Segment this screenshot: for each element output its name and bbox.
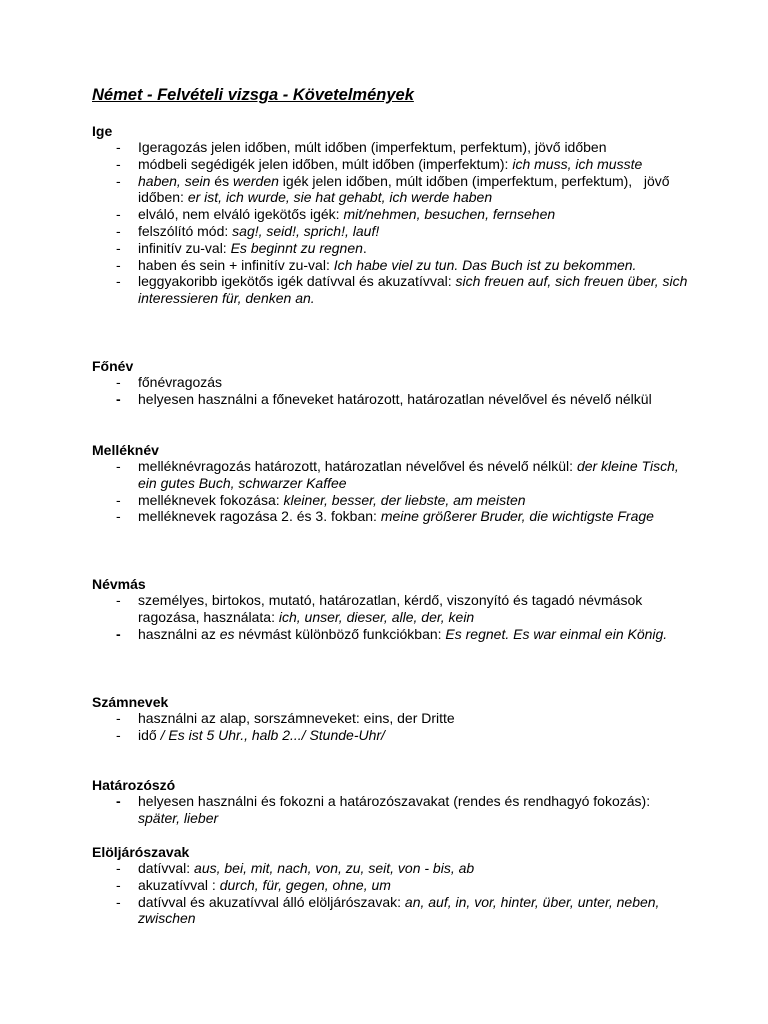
item-example: Es regnet. Es war einmal ein König.: [445, 625, 668, 642]
bullet-dash: -: [116, 374, 121, 390]
list-item: [92, 492, 692, 509]
section-hatarozoszo: [92, 777, 692, 827]
bullet-dash: -: [116, 860, 121, 876]
list-item: [92, 206, 692, 223]
bullet-dash: -: [116, 793, 121, 809]
list-item: [92, 156, 692, 173]
bullet-dash: -: [116, 726, 121, 743]
item-example: mit/nehmen, besuchen, fernsehen: [343, 206, 556, 223]
item-list: [92, 793, 692, 827]
bullet-dash: -: [116, 710, 121, 726]
bullet-dash: -: [116, 491, 121, 508]
item-text: melléknévragozás határozott, határozatlan névelővel és névelő nélkül:: [138, 458, 577, 474]
item-text: használni az: [138, 625, 220, 642]
section-heading: Ige: [92, 123, 113, 139]
item-text: elváló, nem elváló igekötős igék:: [138, 206, 344, 223]
bullet-dash: -: [116, 508, 121, 525]
item-list: [92, 139, 692, 307]
section-melleknev: [92, 442, 692, 525]
item-example: aus, bei, mit, nach, von, zu, seit, von - bis, ab: [194, 860, 475, 876]
list-item: [92, 374, 692, 391]
item-example: später, lieber: [138, 809, 219, 826]
bullet-dash: -: [116, 239, 121, 256]
section-heading: Elöljárószavak: [92, 844, 190, 860]
list-item: [92, 273, 692, 307]
item-example: Es beginnt zu regnen: [230, 239, 363, 256]
list-item: [92, 240, 692, 257]
item-text: infinitív zu-val:: [138, 239, 231, 256]
list-item: [92, 894, 692, 928]
item-list: [92, 710, 692, 744]
item-text: leggyakoribb igekötős igék datívval és akuzatívval:: [138, 273, 456, 290]
bullet-dash: -: [116, 458, 121, 474]
bullet-dash: -: [116, 206, 121, 223]
bullet-dash: -: [116, 625, 121, 642]
bullet-dash: -: [116, 390, 121, 407]
section-heading: Névmás: [92, 576, 146, 592]
item-example: ich, unser, dieser, alle, der, kein: [278, 608, 475, 625]
list-item: [92, 223, 692, 240]
item-text: igék jelen időben, múlt időben (imperfektum, perfektum), jövő időben:: [138, 172, 674, 206]
item-text: melléknevek ragozása 2. és 3. fokban:: [138, 508, 381, 525]
bullet-dash: -: [116, 592, 121, 608]
item-example: der kleine Tisch, ein gutes Buch, schwarzer Kaffee: [138, 458, 679, 491]
item-text: Igeragozás jelen időben, múlt időben (imperfektum, perfektum), jövő időben: [138, 139, 607, 155]
item-list: [92, 374, 692, 408]
section-eloljaroszavak: [92, 844, 692, 927]
list-item: [92, 727, 692, 744]
item-text: főnévragozás: [138, 374, 223, 390]
item-example: meine größerer Bruder, die wichtigste Frage: [380, 508, 654, 525]
list-item: [92, 592, 692, 626]
item-text: helyesen használni a főneveket határozott, határozatlan névelővel és névelő nélkül: [138, 390, 652, 407]
item-text: módbeli segédigék jelen időben, múlt időben (imperfektum):: [138, 155, 513, 172]
document-title: Német - Felvételi vizsga - Követelmények: [92, 86, 414, 104]
item-text: datívval:: [138, 860, 195, 876]
list-item: [92, 860, 692, 877]
bullet-dash: -: [116, 172, 121, 189]
item-text: datívval és akuzatívval álló elöljárószavak:: [138, 893, 405, 910]
item-example: haben, sein: [138, 172, 211, 189]
bullet-dash: -: [116, 139, 121, 155]
item-text: és: [210, 172, 233, 189]
list-item: [92, 508, 692, 525]
section-heading: Határozószó: [92, 777, 176, 793]
item-example: / Es ist 5 Uhr., halb 2.../ Stunde-Uhr/: [160, 726, 385, 743]
item-example: er ist, ich wurde, sie hat gehabt, ich werde haben: [187, 189, 493, 206]
item-list: [92, 860, 692, 927]
item-list: [92, 458, 692, 525]
item-text: idő: [138, 726, 161, 743]
item-text: haben és sein + infinitív zu-val:: [138, 256, 334, 273]
section-nevmas: [92, 576, 692, 642]
bullet-dash: -: [116, 222, 121, 239]
bullet-dash: -: [116, 256, 121, 273]
list-item: [92, 458, 692, 492]
list-item: [92, 139, 692, 156]
item-example: sag!, seid!, sprich!, lauf!: [232, 222, 380, 239]
list-item: [92, 793, 692, 827]
item-example: kleiner, besser, der liebste, am meisten: [283, 491, 526, 508]
bullet-dash: -: [116, 155, 121, 172]
list-item: [92, 710, 692, 727]
item-example: es: [219, 625, 235, 642]
section-szamnevek: [92, 694, 692, 744]
list-item: [92, 257, 692, 274]
item-text: felszólító mód:: [138, 222, 233, 239]
bullet-dash: -: [116, 273, 121, 290]
item-text: .: [362, 239, 367, 256]
item-list: [92, 592, 692, 642]
item-example: an, auf, in, vor, hinter, über, unter, neben, zwischen: [138, 893, 660, 927]
list-item: [92, 626, 692, 643]
bullet-dash: -: [116, 876, 121, 893]
section-heading: Főnév: [92, 358, 134, 374]
list-item: [92, 391, 692, 408]
section-heading: Melléknév: [92, 442, 159, 458]
item-example: durch, für, gegen, ohne, um: [219, 876, 391, 893]
section-fonev: [92, 358, 692, 408]
item-example: werden: [232, 172, 279, 189]
item-text: akuzatívval :: [138, 876, 220, 893]
item-text: helyesen használni és fokozni a határozószavakat (rendes és rendhagyó fokozás):: [138, 793, 651, 809]
item-text: használni az alap, sorszámneveket: eins, der Dritte: [138, 710, 455, 726]
item-text: személyes, birtokos, mutató, határozatlan, kérdő, viszonyító és tagadó névmások ragozása, használata:: [138, 592, 643, 625]
item-text: melléknevek fokozása:: [138, 491, 284, 508]
bullet-dash: -: [116, 893, 121, 910]
item-example: ich muss, ich musste: [512, 155, 643, 172]
list-item: [92, 877, 692, 894]
section-heading: Számnevek: [92, 694, 169, 710]
section-ige: [92, 123, 692, 307]
item-example: sich freuen auf, sich freuen über, sich interessieren für, denken an.: [138, 273, 688, 307]
item-example: Ich habe viel zu tun. Das Buch ist zu bekommen.: [333, 256, 637, 273]
list-item: [92, 173, 692, 207]
item-text: névmást különböző funkciókban:: [234, 625, 446, 642]
